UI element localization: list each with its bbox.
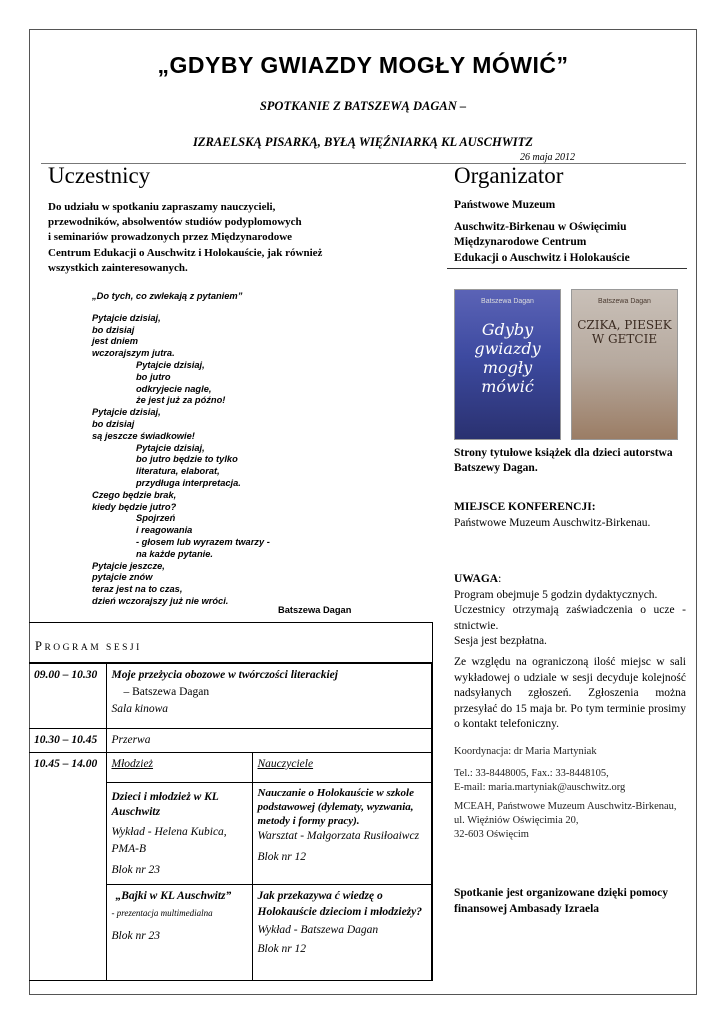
poem-line: przydługa interpretacja. (136, 477, 241, 488)
book-cover-author: Batszewa Dagan (598, 298, 651, 305)
poem-line: Pytajcie jeszcze, (92, 560, 165, 571)
poem (92, 291, 412, 608)
program-row (29, 753, 432, 783)
poem-line: - głosem lub wyrazem twarzy - (136, 536, 270, 547)
poem-line: jest dniem (92, 336, 138, 347)
coordination-text: Koordynacja: dr Maria Martyniak (454, 746, 597, 757)
program-heading: PROGRAM SESJI (29, 623, 432, 663)
intro-line: i seminariów prowadzonych przez Międzynarodowe (48, 231, 293, 244)
intro-line: wszystkich zainteresowanych. (48, 261, 188, 274)
note-block: UWAGA: Program obejmuje 5 godzin dydaktycznych. Uczestnicy otrzymają zaświadczenia o ucze - stnictwie. Sesja jest bezpłatna. (454, 572, 686, 650)
poem-line: odkryjecie nagle, (136, 383, 212, 394)
poem-line: Pytajcie dzisiaj, (92, 407, 161, 418)
participants-heading: Uczestnicy (48, 163, 151, 188)
youth-session-title: „Bajki w KL Auschwitz” (115, 890, 232, 902)
sponsor-note: Spotkanie jest organizowane dzięki pomocy finansowej Ambasady Izraela (454, 887, 669, 915)
venue-label: MIEJSCE KONFERENCJI: (454, 501, 596, 513)
session-room: Sala kinowa (111, 703, 169, 715)
poem-line: są jeszcze świadkowie! (92, 430, 195, 441)
organizer-line: Międzynarodowe Centrum (454, 236, 587, 248)
poem-line: pytajcie znów (92, 572, 153, 583)
book-cover-author: Batszewa Dagan (481, 298, 534, 305)
break-cell: Przerwa (106, 729, 432, 753)
poem-line: bo jutro będzie to tylko (136, 454, 238, 465)
teachers-session (252, 783, 432, 885)
poem-line: Pytajcie dzisiaj, (136, 442, 205, 453)
organizer-block (454, 198, 689, 266)
program-row (29, 664, 432, 729)
note-line: Uczestnicy otrzymają zaświadczenia o ucze - stnictwie. (454, 604, 686, 632)
intro-line: Do udziału w spotkaniu zapraszamy nauczycieli, (48, 201, 276, 213)
poem-line: bo jutro (136, 371, 171, 382)
address-line: MCEAH, Państwowe Muzeum Auschwitz-Birkenau, (454, 801, 677, 812)
teachers-session (252, 885, 432, 981)
poem-line: dzień wczorajszy już nie wróci. (92, 595, 229, 606)
subtitle-line-2: IZRAELSKĄ PISARKĄ, BYŁĄ WIĘŹNIARKĄ KL AUSCHWITZ (193, 135, 533, 149)
poem-line: i reagowania (136, 525, 193, 536)
organizer-divider (447, 268, 687, 269)
time-cell: 10.30 – 10.45 (29, 729, 106, 753)
teachers-session-detail: Wykład - Batszewa Dagan (257, 924, 379, 936)
session-speaker: – Batszewa Dagan (123, 686, 210, 698)
poem-line: Spojrzeń (136, 513, 176, 524)
poem-line: Czego będzie brak, (92, 489, 177, 500)
organizer-line: Edukacji o Auschwitz i Holokauście (454, 251, 630, 264)
page-title: „GDYBY GWIAZDY MOGŁY MÓWIĆ” (157, 52, 569, 78)
youth-session-room: Blok nr 23 (111, 864, 161, 876)
organizer-heading: Organizator (454, 163, 564, 188)
note-line: Program obejmuje 5 godzin dydaktycznych. (454, 588, 658, 601)
youth-session-title: Dzieci i młodzież w KL Auschwitz (111, 791, 219, 818)
participants-intro (48, 200, 443, 276)
teachers-session-room: Blok nr 12 (257, 851, 307, 863)
youth-column-header: Młodzież (106, 753, 252, 783)
poem-line: literatura, elaborat, (136, 466, 220, 477)
teachers-session-title: Jak przekazywa ć wiedzę o Holokauście dzieciom i młodzieży? (257, 890, 422, 918)
book-cover-title: Gdyby gwiazdy mogły mówić (474, 320, 541, 396)
subtitle-line-1: SPOTKANIE Z BATSZEWĄ DAGAN – (259, 99, 467, 113)
intro-line: Centrum Edukacji o Auschwitz i Holokauście, jak również (48, 246, 323, 259)
poem-line: bo dzisiaj (92, 324, 135, 335)
poem-title: „Do tych, co zwlekają z pytaniem” (92, 291, 243, 301)
youth-session (106, 783, 252, 885)
poem-line: wczorajszym jutra. (92, 348, 175, 359)
book-cover-czika (571, 289, 678, 440)
teachers-session-room: Blok nr 12 (257, 943, 307, 955)
youth-session-room: Blok nr 23 (111, 930, 161, 942)
note-line: Sesja jest bezpłatna. (454, 635, 547, 647)
organizer-line: Auschwitz-Birkenau w Oświęcimiu (454, 220, 627, 233)
poem-line: na każde pytanie. (136, 548, 213, 559)
program-table (29, 622, 433, 981)
organizer-line: Państwowe Muzeum (454, 199, 556, 211)
note-label: UWAGA (454, 573, 499, 585)
youth-session (106, 885, 252, 981)
program-grid (29, 663, 432, 981)
address-line: ul. Więźniów Oświęcimia 20, (454, 815, 579, 826)
poem-line: kiedy będzie jutro? (92, 501, 177, 512)
venue-block (454, 500, 686, 531)
poem-author: Batszewa Dagan (278, 605, 352, 615)
poem-line: bo dzisiaj (92, 418, 135, 429)
teachers-session-detail: Warsztat - Małgorzata Rusiłoaiwcz (257, 830, 420, 842)
poem-line: teraz jest na to czas, (92, 584, 183, 595)
phone-text: Tel.: 33-8448005, Fax.: 33-8448105, (454, 768, 609, 779)
contact-block (454, 767, 686, 795)
email-link[interactable]: E-mail: maria.martyniak@auschwitz.org (454, 782, 626, 793)
poem-line: że jest już za późno! (136, 395, 226, 406)
intro-line: przewodników, absolwentów studiów podyplomowych (48, 216, 302, 229)
poem-line: Pytajcie dzisiaj, (92, 312, 161, 323)
youth-session-detail: Wykład - Helena Kubica, PMA-B (111, 826, 227, 855)
poem-line: Pytajcie dzisiaj, (136, 359, 205, 370)
time-cell: 09.00 – 10.30 (29, 664, 106, 729)
session-title: Moje przeżycia obozowe w twórczości literackiej (111, 669, 338, 681)
book-cover-title: CZIKA, PIESEK W GETCIE (577, 318, 672, 346)
program-row (29, 729, 432, 753)
teachers-column-header: Nauczyciele (252, 753, 432, 783)
book-cover-gdyby-gwiazdy (454, 289, 561, 440)
event-date: 26 maja 2012 (520, 152, 575, 163)
address-line: 32-603 Oświęcim (454, 829, 529, 840)
teachers-session-title: Nauczanie o Holokauście w szkole podstawowej (dylematy, wyzwania, metody i formy pracy). (257, 787, 414, 827)
venue-text: Państwowe Muzeum Auschwitz-Birkenau. (454, 516, 651, 529)
youth-session-detail: - prezentacja multimedialna (111, 908, 213, 918)
session-cell (106, 664, 432, 729)
book-caption: Strony tytułowe książek dla dzieci autorstwa Batszewy Dagan. (454, 447, 673, 474)
time-cell: 10.45 – 14.00 (29, 753, 106, 981)
address-block (454, 800, 686, 842)
registration-info: Ze względu na ograniczoną ilość miejsc w sali wykładowej o udziale w sesji decyduje kolejność nadsyłanych zgłoszeń. Zgłoszenia można przesyłać do 15 maja br. Po tym terminie prosimy o kontakt telefoniczny. (454, 656, 686, 730)
